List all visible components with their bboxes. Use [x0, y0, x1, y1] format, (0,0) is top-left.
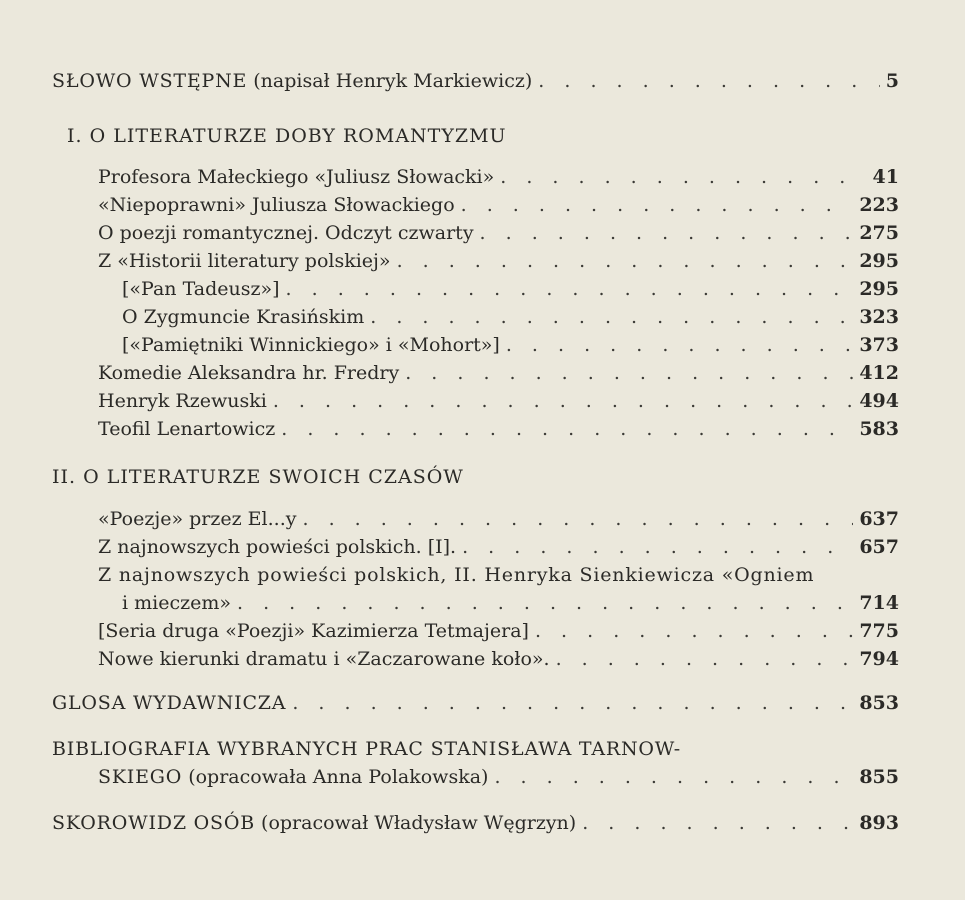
toc-entry-title-line1[interactable]: Z najnowszych powieści polskich, II. Henryka Sienkiewicza «Ogniem — [98, 564, 815, 586]
dot-leader — [370, 303, 853, 331]
entry-title: [Seria druga «Poezji» Kazimierza Tetmajera] — [98, 620, 529, 642]
page-number: 5 — [885, 70, 899, 92]
toc-entry[interactable] — [98, 163, 899, 191]
toc-entry[interactable] — [98, 617, 899, 645]
page-number: 323 — [859, 306, 899, 328]
toc-entry[interactable] — [98, 533, 899, 561]
dot-leader — [397, 247, 854, 275]
dot-leader — [556, 645, 854, 673]
toc-entry[interactable] — [98, 359, 899, 387]
page-number: 853 — [859, 692, 899, 714]
page-number: 637 — [859, 508, 899, 530]
entry-title: O Zygmuncie Krasińskim — [122, 306, 365, 328]
toc-entry-front[interactable] — [52, 67, 899, 95]
page-number: 494 — [859, 390, 899, 412]
dot-leader — [538, 67, 879, 95]
section-heading-2: II. O LITERATURZE SWOICH CZASÓW — [52, 466, 464, 488]
dot-leader — [273, 387, 854, 415]
section-heading-1: I. O LITERATURZE DOBY ROMANTYZMU — [67, 125, 507, 147]
toc-entry-glosa[interactable] — [52, 689, 899, 717]
toc-subentry[interactable] — [122, 275, 899, 303]
page-number: 295 — [859, 250, 899, 272]
page-number: 583 — [859, 418, 899, 440]
entry-title: GLOSA WYDAWNICZA — [52, 692, 287, 714]
toc-entry[interactable] — [98, 645, 899, 673]
entry-title: [«Pamiętniki Winnickiego» i «Mohort»] — [122, 334, 500, 356]
entry-title: i mieczem» — [122, 592, 231, 614]
page-number: 223 — [859, 194, 899, 216]
dot-leader — [494, 763, 853, 791]
entry-title: SKIEGO — [98, 766, 183, 788]
entry-note: (opracował Władysław Węgrzyn) — [261, 812, 577, 834]
entry-title: Profesora Małeckiego «Juliusz Słowacki» — [98, 166, 495, 188]
toc-entry-bibliography-line1[interactable]: BIBLIOGRAFIA WYBRANYCH PRAC STANISŁAWA TARNOW- — [52, 738, 681, 760]
entry-title: «Niepoprawni» Juliusza Słowackiego — [98, 194, 455, 216]
entry-note: (napisał Henryk Markiewicz) — [253, 70, 533, 92]
dot-leader — [461, 191, 854, 219]
entry-title: [«Pan Tadeusz»] — [122, 278, 280, 300]
toc-entry[interactable] — [98, 191, 899, 219]
toc-entry[interactable] — [98, 415, 899, 443]
toc-entry[interactable] — [98, 247, 899, 275]
toc-entry-bibliography[interactable] — [98, 763, 899, 791]
entry-title: Henryk Rzewuski — [98, 390, 267, 412]
entry-note: (opracowała Anna Polakowska) — [188, 766, 489, 788]
entry-title: Nowe kierunki dramatu i «Zaczarowane koło». — [98, 648, 550, 670]
entry-title: SŁOWO WSTĘPNE — [52, 70, 248, 92]
dot-leader — [405, 359, 853, 387]
entry-title: Komedie Aleksandra hr. Fredry — [98, 362, 400, 384]
page-number: 714 — [859, 592, 899, 614]
page-number: 295 — [859, 278, 899, 300]
dot-leader — [281, 415, 853, 443]
dot-leader — [462, 533, 853, 561]
entry-title: Z najnowszych powieści polskich. [I]. — [98, 536, 457, 558]
entry-title: Z «Historii literatury polskiej» — [98, 250, 391, 272]
page-number: 893 — [859, 812, 899, 834]
toc-entry-continuation[interactable] — [122, 589, 899, 617]
page-number: 855 — [859, 766, 899, 788]
entry-title: O poezji romantycznej. Odczyt czwarty — [98, 222, 474, 244]
page-number: 775 — [859, 620, 899, 642]
entry-title: «Poezje» przez El...y — [98, 508, 297, 530]
dot-leader — [500, 163, 866, 191]
page-number: 275 — [859, 222, 899, 244]
entry-title: SKOROWIDZ OSÓB — [52, 812, 255, 834]
toc-entry-index[interactable] — [52, 809, 899, 837]
page-number: 412 — [859, 362, 899, 384]
toc-subentry[interactable] — [122, 303, 899, 331]
toc-entry[interactable] — [98, 219, 899, 247]
dot-leader — [535, 617, 853, 645]
dot-leader — [480, 219, 854, 247]
page-number: 373 — [859, 334, 899, 356]
dot-leader — [286, 275, 854, 303]
dot-leader — [292, 689, 853, 717]
dot-leader — [582, 809, 853, 837]
dot-leader — [506, 331, 853, 359]
toc-entry[interactable] — [98, 505, 899, 533]
toc-entry[interactable] — [98, 387, 899, 415]
page-number: 657 — [859, 536, 899, 558]
toc-subentry[interactable] — [122, 331, 899, 359]
entry-title: Teofil Lenartowicz — [98, 418, 276, 440]
dot-leader — [302, 505, 853, 533]
dot-leader — [237, 589, 853, 617]
page-number: 41 — [872, 166, 899, 188]
page-number: 794 — [859, 648, 899, 670]
